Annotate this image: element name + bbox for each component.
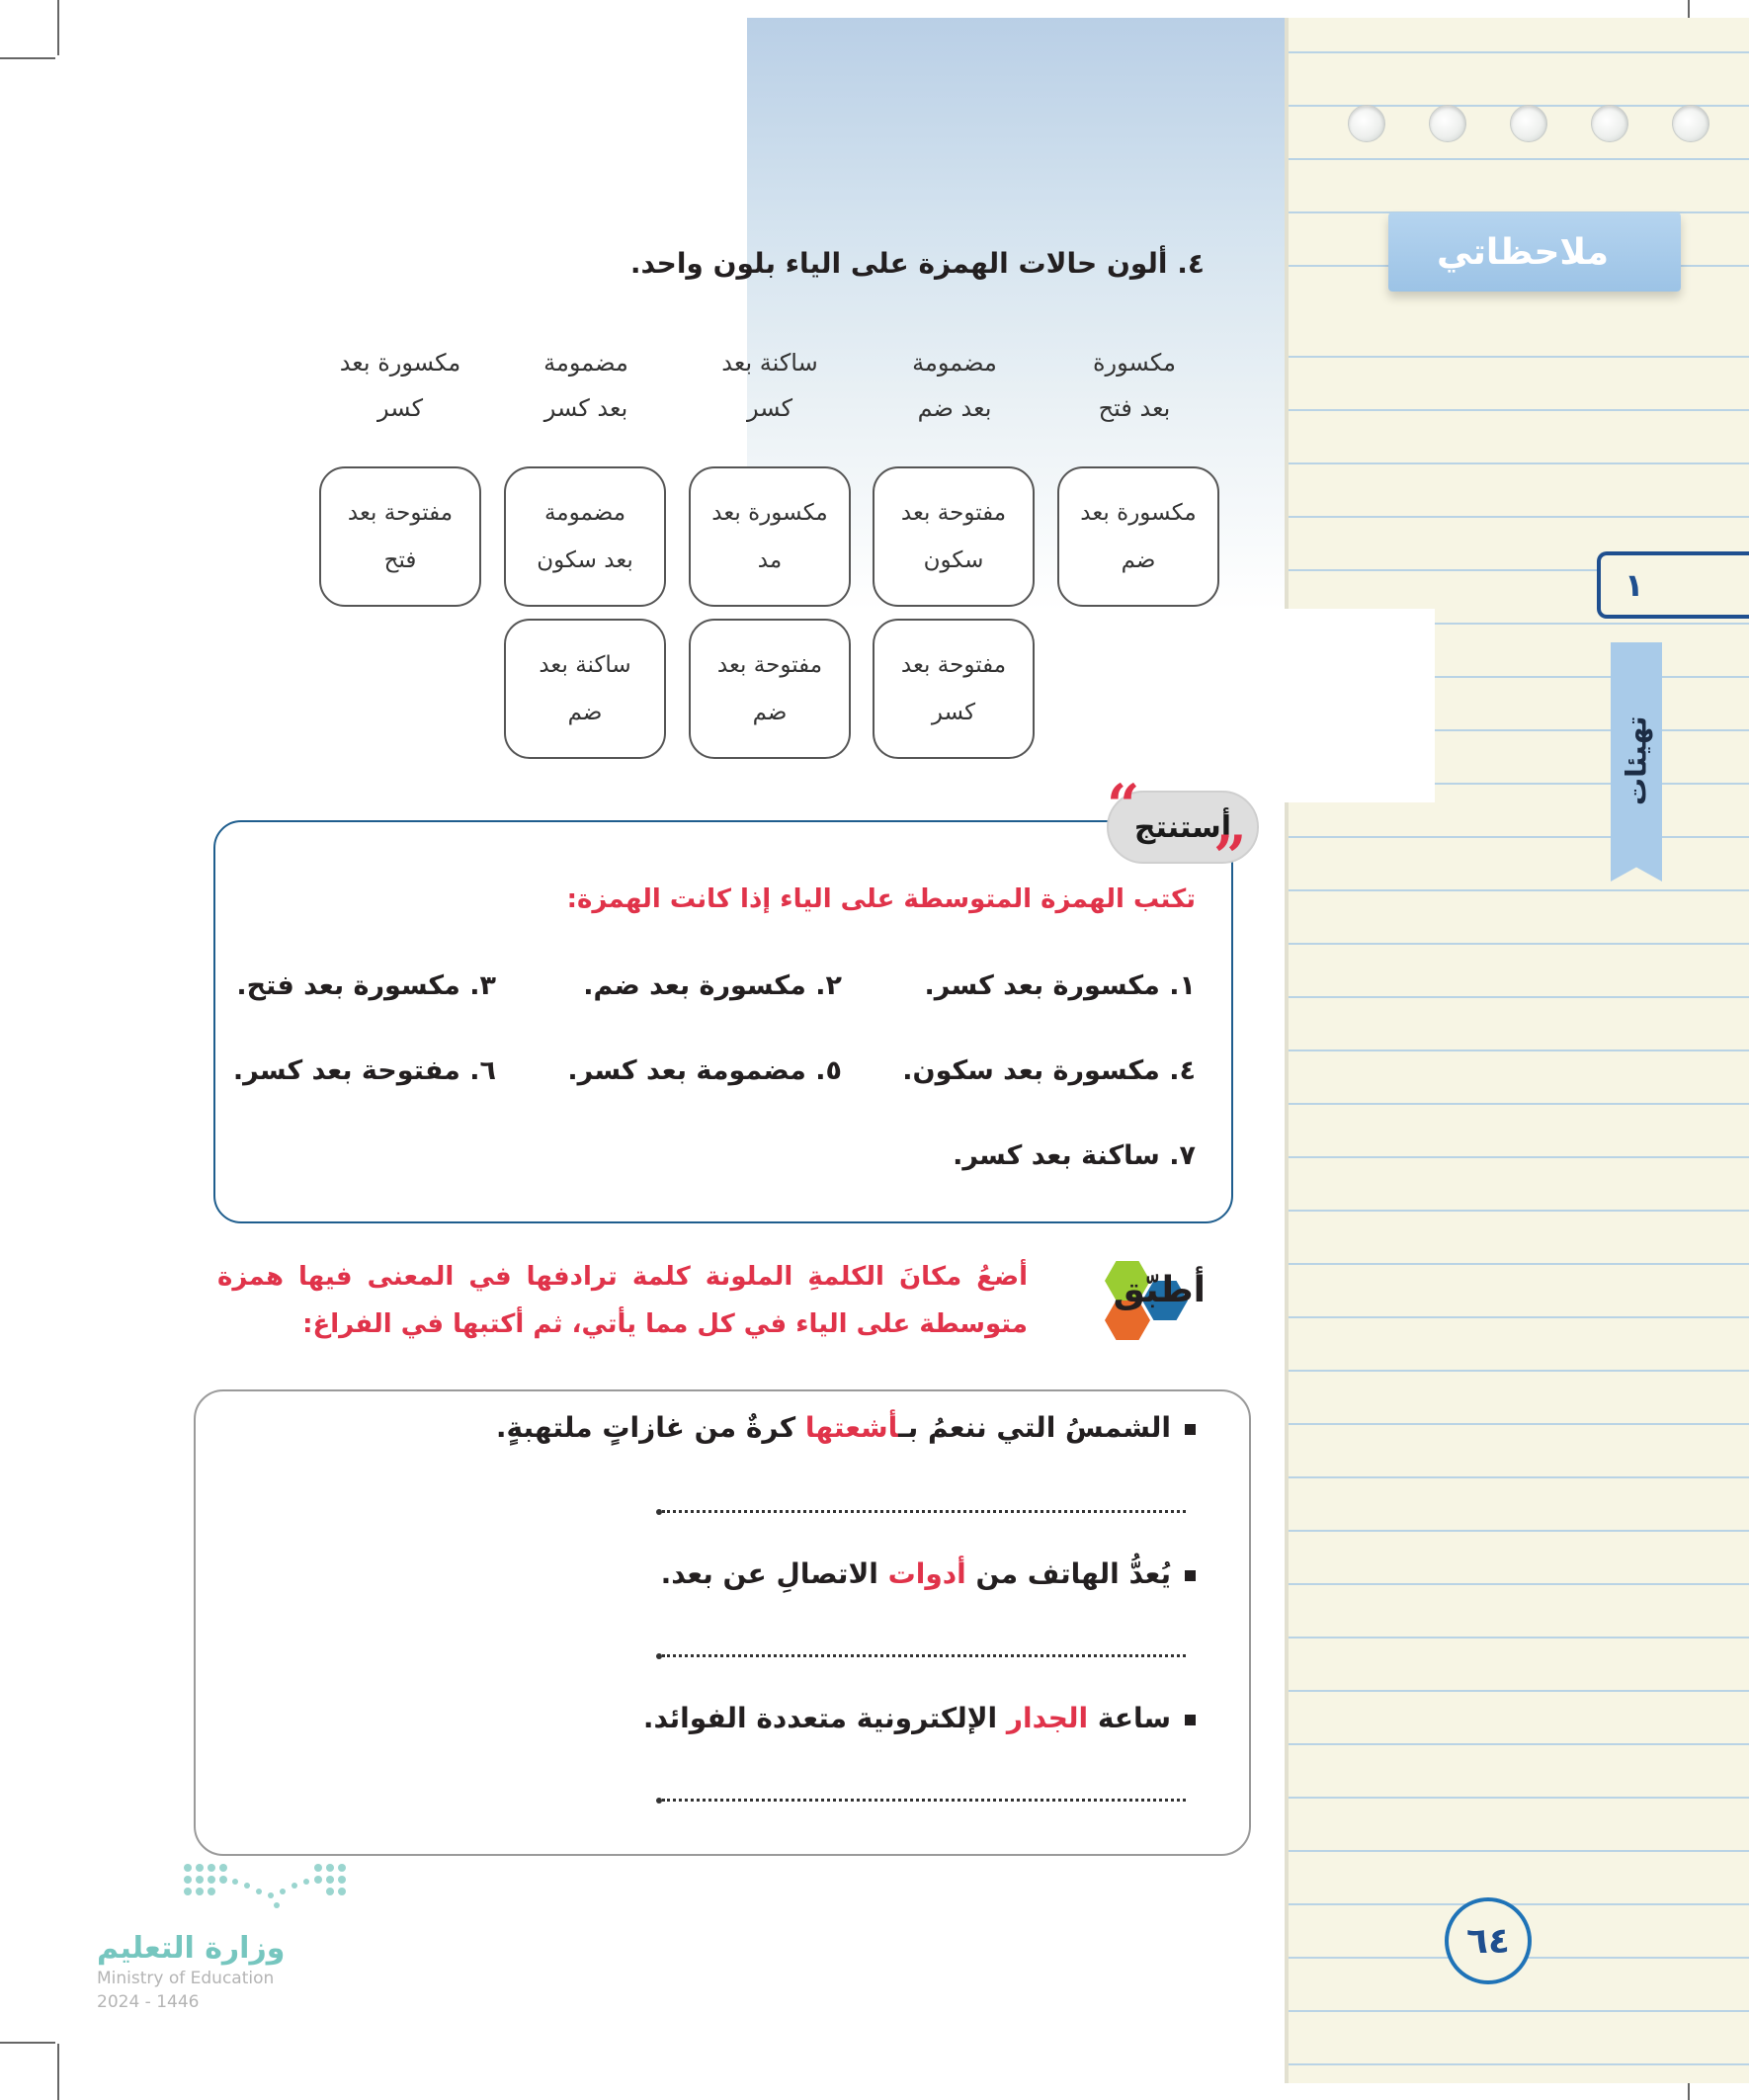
- quote-icon: ”: [1213, 823, 1247, 890]
- category-label: مكسورة بعد كسر: [339, 349, 461, 422]
- notes-banner: ملاحظاتي: [1388, 212, 1681, 292]
- word-box[interactable]: مفتوحة بعد ضم: [689, 619, 851, 759]
- category-label: مضمومة بعد كسر: [543, 349, 628, 422]
- apply-label: أطبّق: [1113, 1269, 1206, 1310]
- answer-line[interactable]: [662, 1635, 1186, 1657]
- word-box[interactable]: ساكنة بعد ضم: [504, 619, 666, 759]
- conclude-item: ٢. مكسورة بعد ضم.: [583, 970, 842, 1001]
- crop-mark: [0, 2042, 55, 2044]
- activity-title: ٤. ألون حالات الهمزة على الياء بلون واحد.: [629, 247, 1205, 280]
- conclude-item: ٦. مفتوحة بعد كسر.: [232, 1055, 496, 1086]
- word-box[interactable]: مفتوحة بعد فتح: [319, 466, 481, 607]
- conclude-item: ١. مكسورة بعد كسر.: [924, 970, 1196, 1001]
- word-box[interactable]: مكسورة بعد مد: [689, 466, 851, 607]
- bullet-icon: [1185, 1424, 1196, 1435]
- conclude-item: ٤. مكسورة بعد سكون.: [902, 1055, 1196, 1086]
- ministry-name-arabic: وزارة التعليم: [97, 1931, 286, 1966]
- word-box[interactable]: مضمومة بعد سكون: [504, 466, 666, 607]
- conclude-item: ٥. مضمومة بعد كسر.: [567, 1055, 842, 1086]
- sentence: ساعة الجدار الإلكترونية متعددة الفوائد.: [643, 1702, 1196, 1734]
- conclude-label: أستنتج: [1107, 791, 1259, 864]
- bullet-icon: [1185, 1570, 1196, 1581]
- crop-mark: [0, 57, 55, 59]
- ministry-logo-icon: [178, 1858, 356, 1917]
- word-box[interactable]: مفتوحة بعد سكون: [873, 466, 1035, 607]
- sentence: يُعدُّ الهاتف من أدوات الاتصالِ عن بعد.: [661, 1557, 1196, 1590]
- binder-hole: [1591, 105, 1628, 142]
- word-box[interactable]: مفتوحة بعد كسر: [873, 619, 1035, 759]
- binder-hole: [1510, 105, 1547, 142]
- answer-line[interactable]: [662, 1779, 1186, 1802]
- binder-hole: [1429, 105, 1466, 142]
- word-box[interactable]: مكسورة بعد ضم: [1057, 466, 1219, 607]
- crop-mark: [57, 2044, 59, 2100]
- conclude-item: ٧. ساكنة بعد كسر.: [953, 1140, 1196, 1171]
- notes-panel: [1285, 18, 1749, 2083]
- category-label: ساكنة بعد كسر: [721, 349, 818, 422]
- binder-hole: [1348, 105, 1385, 142]
- ministry-year: 2024 - 1446: [97, 1992, 200, 2012]
- sentence: الشمسُ التي ننعمُ بـأشعتها كرةٌ من غازاتٍ ملتهبةٍ.: [496, 1411, 1196, 1444]
- apply-instruction: أضعُ مكانَ الكلمةِ الملونة كلمة ترادفها في المعنى فيها همزة متوسطة على الياء في كل مما يأتي، ثم أكتبها في الفراغ:: [217, 1262, 1028, 1339]
- conclude-item: ٣. مكسورة بعد فتح.: [236, 970, 496, 1001]
- binder-hole: [1672, 105, 1709, 142]
- category-label: مكسورة بعد فتح: [1092, 349, 1177, 422]
- ministry-name-english: Ministry of Education: [97, 1969, 275, 1988]
- page-number: ٦٤: [1445, 1897, 1532, 1984]
- category-label: مضمومة بعد ضم: [912, 349, 997, 422]
- crop-mark: [57, 0, 59, 55]
- bullet-icon: [1185, 1715, 1196, 1725]
- answer-line[interactable]: [662, 1490, 1186, 1513]
- unit-number: ١: [1597, 551, 1749, 619]
- unit-label: تهيئات: [1620, 715, 1653, 806]
- blank-area: [1285, 609, 1435, 802]
- quote-icon: “: [1107, 772, 1140, 839]
- conclude-intro: تكتب الهمزة المتوسطة على الياء إذا كانت الهمزة:: [566, 884, 1196, 914]
